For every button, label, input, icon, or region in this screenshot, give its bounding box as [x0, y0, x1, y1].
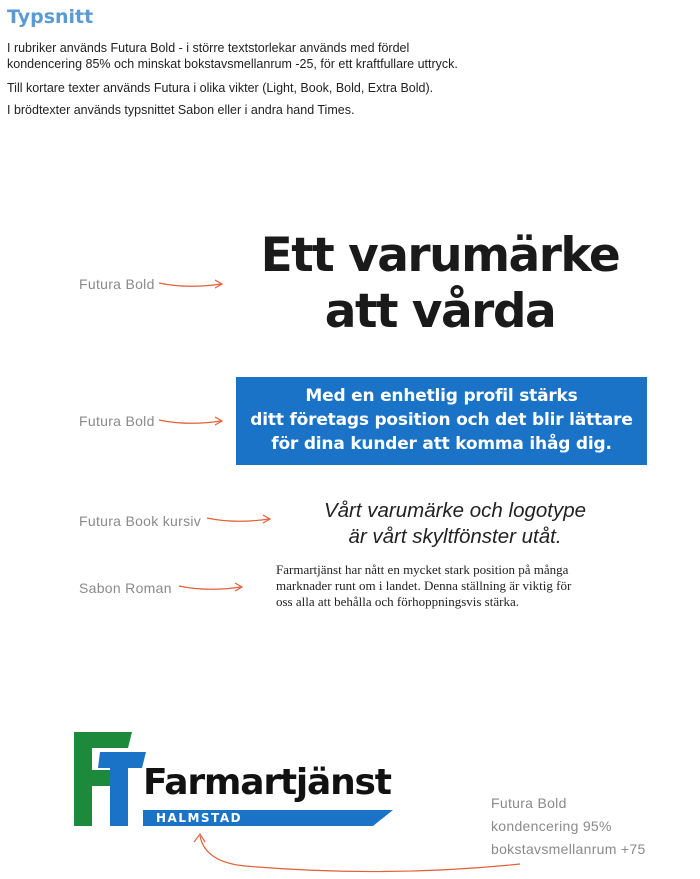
blue-highlight-box: [236, 377, 647, 465]
logo-font-note: [491, 792, 646, 861]
headline-line: att vårda: [324, 284, 556, 339]
italic-sample: [270, 498, 640, 550]
bluebox-line: ditt företags position och det blir lättare: [250, 410, 633, 430]
note-line: kondencering 95%: [491, 818, 612, 834]
intro-paragraph-3: I brödtexter används typsnittet Sabon eller i andra hand Times.: [7, 103, 355, 117]
section-title: Typsnitt: [7, 6, 94, 28]
intro-line: kondencering 85% och minskat bokstavsmellanrum -25, för ett kraftfullare uttryck.: [7, 57, 458, 71]
note-line: Futura Bold: [491, 795, 567, 811]
body-line: marknader runt om i landet. Denna ställning är viktig för: [276, 578, 572, 593]
intro-paragraph-2: Till kortare texter används Futura i olika vikter (Light, Book, Bold, Extra Bold).: [7, 81, 434, 95]
logo-wordmark: Farmartjänst: [143, 762, 391, 803]
note-line: bokstavsmellanrum +75: [491, 841, 646, 857]
farmartjanst-logo: [70, 730, 400, 830]
intro-line: I rubriker används Futura Bold - i större textstorlekar används med fördel: [7, 41, 410, 55]
arrow-icon: [157, 277, 227, 293]
headline-line: Ett varumärke: [260, 228, 620, 283]
italic-line: är vårt skyltfönster utåt.: [348, 525, 562, 548]
curved-arrow-icon: [185, 828, 525, 878]
intro-paragraph-1: [7, 40, 458, 72]
logo-subtitle: HALMSTAD: [156, 811, 243, 825]
arrow-icon: [157, 414, 227, 430]
bluebox-line: för dina kunder att komma ihåg dig.: [271, 434, 612, 454]
headline-font-label: Futura Bold: [79, 276, 155, 292]
body-text-sample: [276, 562, 626, 610]
bluebox-line: Med en enhetlig profil stärks: [305, 386, 578, 406]
arrow-icon: [177, 580, 247, 596]
bluebox-font-label: Futura Bold: [79, 413, 155, 429]
headline-sample: [230, 228, 650, 340]
ft-monogram-icon: [70, 730, 150, 830]
italic-line: Vårt varumärke och logotype: [323, 499, 587, 522]
italic-font-label: Futura Book kursiv: [79, 513, 202, 529]
arrow-icon: [205, 512, 275, 528]
body-font-label: Sabon Roman: [79, 580, 172, 596]
body-line: oss alla att behålla och förhoppningsvis stärka.: [276, 594, 519, 609]
body-line: Farmartjänst har nått en mycket stark position på många: [276, 562, 569, 577]
